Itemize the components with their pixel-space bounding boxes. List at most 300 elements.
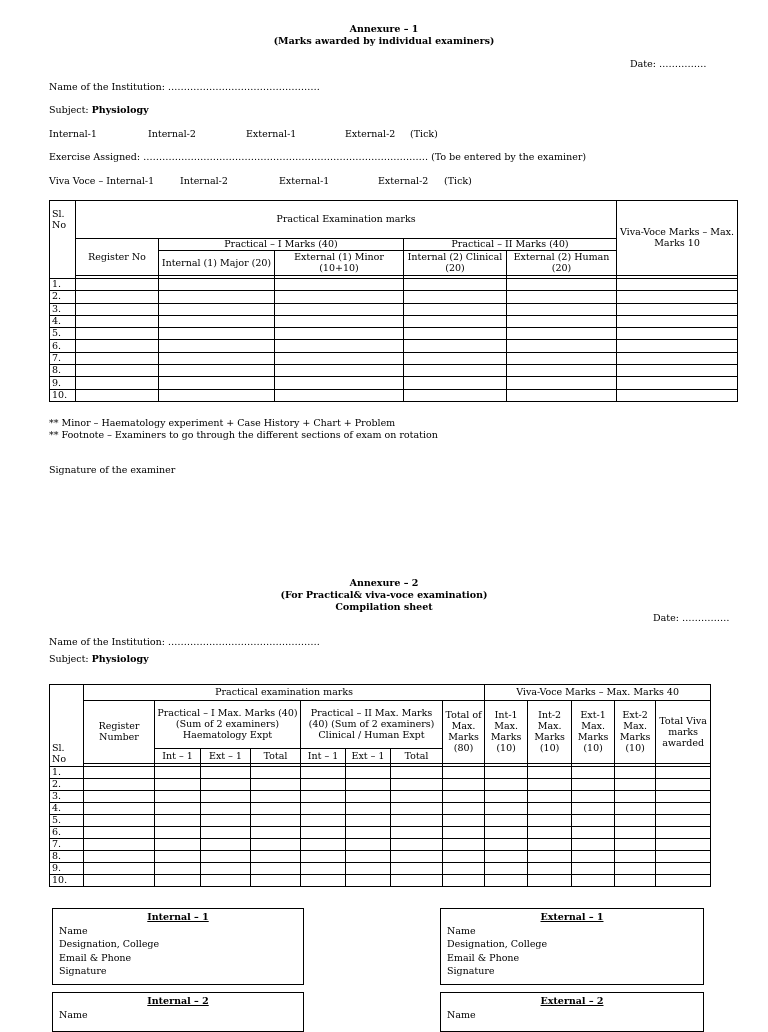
mark-cell[interactable] [507,365,617,377]
box-line-name: Name [447,1009,476,1021]
mark-cell[interactable] [507,340,617,352]
mark-cell[interactable] [301,863,346,875]
row-number: 9. [50,377,76,389]
mark-cell[interactable] [76,365,159,377]
mark-cell[interactable] [404,389,507,401]
mark-cell[interactable] [507,291,617,303]
table-row [50,352,738,364]
p1-ext1-header: Ext – 1 [201,749,251,764]
mark-cell[interactable] [84,839,155,851]
mark-cell[interactable] [301,779,346,791]
table-row [50,815,711,827]
mark-cell[interactable] [159,315,275,327]
row-number: 5. [50,328,76,340]
box-line-signature: Signature [447,966,495,977]
mark-cell[interactable] [404,315,507,327]
table-row [50,340,738,352]
mark-cell[interactable] [404,365,507,377]
subject-label: Subject: [49,105,89,116]
row-number: 2. [50,779,84,791]
box-line-email: Email & Phone [447,952,520,964]
mark-cell[interactable] [155,791,201,803]
mark-cell[interactable] [301,851,346,863]
mark-cell[interactable] [251,815,301,827]
viva-tick-note: (Tick) [444,176,472,187]
mark-cell[interactable] [251,875,301,887]
mark-cell[interactable] [275,303,404,315]
mark-cell[interactable] [528,767,572,779]
mark-cell[interactable] [404,340,507,352]
table-row [50,279,738,291]
table-row [50,851,711,863]
p2-ext1-header: Ext – 1 [346,749,391,764]
viva-option-4[interactable]: External-2 [378,176,429,187]
mark-cell[interactable] [615,803,656,815]
table-row [50,839,711,851]
mark-cell[interactable] [159,352,275,364]
exercise-assigned: Exercise Assigned: ……………………………………………………………………………… (To be entered by the examiner) [49,152,587,163]
annexure1-institution: Name of the Institution: ………………………………………… [49,82,320,93]
mark-cell[interactable] [84,767,155,779]
table-row [50,875,711,887]
mark-cell[interactable] [76,389,159,401]
mark-cell[interactable] [201,803,251,815]
annexure2-compilation: Compilation sheet [335,602,433,613]
internal-2-box [52,992,304,1032]
mark-cell[interactable] [443,851,485,863]
subject-label: Subject: [49,654,89,665]
mark-cell[interactable] [507,377,617,389]
mark-cell[interactable] [656,815,711,827]
box-title: Internal – 2 [147,996,209,1007]
mark-cell[interactable] [275,365,404,377]
mark-cell[interactable] [201,767,251,779]
mark-cell[interactable] [507,303,617,315]
mark-cell[interactable] [572,779,615,791]
examiner-option-1[interactable]: Internal-1 [49,129,97,140]
mark-cell[interactable] [617,340,738,352]
mark-cell[interactable] [275,389,404,401]
subject-value: Physiology [91,105,149,116]
mark-cell[interactable] [346,779,391,791]
annexure1-marks-table [49,200,738,402]
mark-cell[interactable] [617,352,738,364]
mark-cell[interactable] [159,328,275,340]
mark-cell[interactable] [528,815,572,827]
mark-cell[interactable] [507,389,617,401]
mark-cell[interactable] [615,779,656,791]
mark-cell[interactable] [76,340,159,352]
mark-cell[interactable] [346,875,391,887]
mark-cell[interactable] [275,291,404,303]
mark-cell[interactable] [617,389,738,401]
mark-cell[interactable] [528,779,572,791]
mark-cell[interactable] [572,851,615,863]
mark-cell[interactable] [404,377,507,389]
box-line-name: Name [59,925,88,937]
mark-cell[interactable] [76,315,159,327]
row-number: 7. [50,352,76,364]
viva-option-1[interactable]: Viva Voce – Internal-1 [49,176,155,187]
annexure2-title: Annexure – 2 [349,578,419,589]
row-number: 6. [50,340,76,352]
mark-cell[interactable] [251,803,301,815]
mark-cell[interactable] [391,827,443,839]
mark-cell[interactable] [275,279,404,291]
mark-cell[interactable] [201,779,251,791]
mark-cell[interactable] [507,328,617,340]
mark-cell[interactable] [275,315,404,327]
mark-cell[interactable] [84,791,155,803]
note-minor: ** Minor – Haematology experiment + Case History + Chart + Problem [49,418,396,429]
box-line-signature: Signature [59,966,107,977]
mark-cell[interactable] [155,779,201,791]
row-number: 2. [50,291,76,303]
viva-voce-header: Viva-Voce Marks – Max. Marks 40 [485,685,711,701]
mark-cell[interactable] [615,767,656,779]
mark-cell[interactable] [76,279,159,291]
mark-cell[interactable] [443,875,485,887]
table-row [50,315,738,327]
box-line-email: Email & Phone [59,952,132,964]
table-row [50,803,711,815]
mark-cell[interactable] [159,377,275,389]
practical-exam-header: Practical Examination marks [76,201,617,239]
mark-cell[interactable] [507,279,617,291]
mark-cell[interactable] [656,803,711,815]
practical-2-header: Practical – II Max. Marks (40) (Sum of 2 examiners) Clinical / Human Expt [301,701,443,749]
mark-cell[interactable] [346,815,391,827]
annexure2-date: Date: …………… [653,613,730,624]
mark-cell[interactable] [391,791,443,803]
mark-cell[interactable] [84,863,155,875]
box-line-designation: Designation, College [59,939,160,950]
mark-cell[interactable] [572,839,615,851]
mark-cell[interactable] [656,791,711,803]
mark-cell[interactable] [656,827,711,839]
mark-cell[interactable] [159,365,275,377]
box-title: External – 2 [540,996,604,1007]
mark-cell[interactable] [617,315,738,327]
mark-cell[interactable] [528,851,572,863]
box-title: External – 1 [540,912,604,923]
mark-cell[interactable] [391,839,443,851]
annexure1-title: Annexure – 1 [349,24,419,35]
viva-option-3[interactable]: External-1 [279,176,330,187]
internal-1-box [52,908,304,985]
mark-cell[interactable] [615,827,656,839]
mark-cell[interactable] [656,851,711,863]
row-number: 6. [50,827,84,839]
mark-cell[interactable] [251,863,301,875]
mark-cell[interactable] [443,839,485,851]
internal-1-header: Internal (1) Major (20) [159,251,275,276]
mark-cell[interactable] [301,827,346,839]
mark-cell[interactable] [301,875,346,887]
mark-cell[interactable] [201,839,251,851]
table-row [50,863,711,875]
mark-cell[interactable] [617,303,738,315]
practical-exam-header: Practical examination marks [84,685,485,701]
mark-cell[interactable] [528,839,572,851]
mark-cell[interactable] [528,863,572,875]
row-number: 8. [50,851,84,863]
row-number: 8. [50,365,76,377]
mark-cell[interactable] [485,791,528,803]
mark-cell[interactable] [201,791,251,803]
viva-int1-header: Int-1 Max. Marks (10) [485,701,528,764]
box-line-designation: Designation, College [447,939,548,950]
mark-cell[interactable] [615,863,656,875]
table-row [50,377,738,389]
mark-cell[interactable] [617,365,738,377]
mark-cell[interactable] [656,779,711,791]
mark-cell[interactable] [251,779,301,791]
examiner-option-3[interactable]: External-1 [246,129,297,140]
mark-cell[interactable] [617,377,738,389]
row-number: 4. [50,315,76,327]
table-row [50,328,738,340]
mark-cell[interactable] [251,767,301,779]
mark-cell[interactable] [251,791,301,803]
mark-cell[interactable] [201,827,251,839]
table-row [50,303,738,315]
mark-cell[interactable] [443,863,485,875]
mark-cell[interactable] [301,839,346,851]
viva-ext1-header: Ext-1 Max. Marks (10) [572,701,615,764]
mark-cell[interactable] [656,839,711,851]
mark-cell[interactable] [404,303,507,315]
mark-cell[interactable] [84,815,155,827]
mark-cell[interactable] [391,779,443,791]
mark-cell[interactable] [159,340,275,352]
mark-cell[interactable] [76,328,159,340]
mark-cell[interactable] [275,340,404,352]
mark-cell[interactable] [443,815,485,827]
mark-cell[interactable] [391,815,443,827]
mark-cell[interactable] [443,827,485,839]
mark-cell[interactable] [346,827,391,839]
mark-cell[interactable] [404,279,507,291]
mark-cell[interactable] [528,803,572,815]
examiner-option-4[interactable]: External-2 [345,129,396,140]
mark-cell[interactable] [485,779,528,791]
mark-cell[interactable] [617,279,738,291]
mark-cell[interactable] [346,839,391,851]
table-row [50,389,738,401]
mark-cell[interactable] [159,389,275,401]
mark-cell[interactable] [155,839,201,851]
mark-cell[interactable] [572,815,615,827]
mark-cell[interactable] [507,315,617,327]
mark-cell[interactable] [443,767,485,779]
examiner-signature: Signature of the examiner [49,465,176,476]
mark-cell[interactable] [76,303,159,315]
mark-cell[interactable] [301,815,346,827]
annexure2-compilation-table [49,684,711,887]
mark-cell[interactable] [485,875,528,887]
row-number: 1. [50,767,84,779]
p1-int1-header: Int – 1 [155,749,201,764]
mark-cell[interactable] [155,767,201,779]
mark-cell[interactable] [201,875,251,887]
mark-cell[interactable] [76,291,159,303]
mark-cell[interactable] [615,839,656,851]
box-title: Internal – 1 [147,912,209,923]
mark-cell[interactable] [155,827,201,839]
mark-cell[interactable] [572,803,615,815]
mark-cell[interactable] [443,791,485,803]
annexure2-subject [49,654,149,665]
mark-cell[interactable] [76,377,159,389]
mark-cell[interactable] [485,767,528,779]
mark-cell[interactable] [84,803,155,815]
mark-cell[interactable] [528,791,572,803]
mark-cell[interactable] [155,851,201,863]
viva-ext2-header: Ext-2 Max. Marks (10) [615,701,656,764]
table-row [50,791,711,803]
practical-2-header: Practical – II Marks (40) [404,239,617,251]
mark-cell[interactable] [155,815,201,827]
mark-cell[interactable] [615,815,656,827]
mark-cell[interactable] [391,863,443,875]
external-2-header: External (2) Human (20) [507,251,617,276]
row-number: 4. [50,803,84,815]
mark-cell[interactable] [572,791,615,803]
internal-2-header: Internal (2) Clinical (20) [404,251,507,276]
mark-cell[interactable] [155,875,201,887]
practical-1-header: Practical – I Max. Marks (40) (Sum of 2 examiners) Haematology Expt [155,701,301,749]
total-max-marks-header: Total of Max. Marks (80) [443,701,485,764]
mark-cell[interactable] [346,791,391,803]
external-1-header: External (1) Minor (10+10) [275,251,404,276]
mark-cell[interactable] [275,377,404,389]
mark-cell[interactable] [656,875,711,887]
mark-cell[interactable] [201,815,251,827]
mark-cell[interactable] [201,863,251,875]
sl-no-header: Sl. No [50,201,76,279]
mark-cell[interactable] [656,863,711,875]
mark-cell[interactable] [528,875,572,887]
table-row [50,779,711,791]
mark-cell[interactable] [301,767,346,779]
annexure2-institution: Name of the Institution: ………………………………………… [49,637,320,648]
table-row [50,767,711,779]
mark-cell[interactable] [485,839,528,851]
mark-cell[interactable] [485,815,528,827]
mark-cell[interactable] [391,851,443,863]
row-number: 5. [50,815,84,827]
mark-cell[interactable] [404,352,507,364]
external-2-box [440,992,704,1032]
mark-cell[interactable] [507,352,617,364]
mark-cell[interactable] [615,791,656,803]
register-no-header: Register No [76,239,159,276]
table-row [50,365,738,377]
mark-cell[interactable] [572,767,615,779]
viva-voce-header: Viva-Voce Marks – Max. Marks 10 [617,201,738,276]
mark-cell[interactable] [84,827,155,839]
mark-cell[interactable] [572,827,615,839]
row-number: 10. [50,389,76,401]
viva-total-header: Total Viva marks awarded [656,701,711,764]
sl-no-header: Sl. No [50,685,84,767]
row-number: 3. [50,303,76,315]
mark-cell[interactable] [391,767,443,779]
mark-cell[interactable] [84,875,155,887]
mark-cell[interactable] [615,851,656,863]
mark-cell[interactable] [159,303,275,315]
box-line-name: Name [447,925,476,937]
viva-option-2[interactable]: Internal-2 [180,176,228,187]
mark-cell[interactable] [155,803,201,815]
mark-cell[interactable] [391,803,443,815]
table-row [50,291,738,303]
annexure1-subject [49,105,149,116]
mark-cell[interactable] [301,791,346,803]
register-number-header: Register Number [84,701,155,764]
table-row [50,827,711,839]
mark-cell[interactable] [443,803,485,815]
mark-cell[interactable] [656,767,711,779]
mark-cell[interactable] [201,851,251,863]
mark-cell[interactable] [275,328,404,340]
annexure2-subtitle: (For Practical& viva-voce examination) [280,590,488,601]
mark-cell[interactable] [572,863,615,875]
mark-cell[interactable] [485,827,528,839]
mark-cell[interactable] [615,875,656,887]
mark-cell[interactable] [528,827,572,839]
mark-cell[interactable] [251,827,301,839]
row-number: 9. [50,863,84,875]
mark-cell[interactable] [301,803,346,815]
practical-1-header: Practical – I Marks (40) [159,239,404,251]
mark-cell[interactable] [485,851,528,863]
mark-cell[interactable] [346,863,391,875]
mark-cell[interactable] [617,328,738,340]
mark-cell[interactable] [485,803,528,815]
mark-cell[interactable] [275,352,404,364]
mark-cell[interactable] [485,863,528,875]
row-number: 3. [50,791,84,803]
mark-cell[interactable] [572,875,615,887]
mark-cell[interactable] [159,291,275,303]
mark-cell[interactable] [404,291,507,303]
external-1-box [440,908,704,985]
mark-cell[interactable] [159,279,275,291]
mark-cell[interactable] [617,291,738,303]
mark-cell[interactable] [76,352,159,364]
p2-int1-header: Int – 1 [301,749,346,764]
examiner-option-2[interactable]: Internal-2 [148,129,196,140]
viva-int2-header: Int-2 Max. Marks (10) [528,701,572,764]
mark-cell[interactable] [346,851,391,863]
mark-cell[interactable] [346,767,391,779]
note-footnote: ** Footnote – Examiners to go through the different sections of exam on rotation [49,430,438,441]
mark-cell[interactable] [84,779,155,791]
mark-cell[interactable] [391,875,443,887]
mark-cell[interactable] [346,803,391,815]
mark-cell[interactable] [251,851,301,863]
subject-value: Physiology [91,654,149,665]
mark-cell[interactable] [404,328,507,340]
row-number: 10. [50,875,84,887]
mark-cell[interactable] [155,863,201,875]
mark-cell[interactable] [443,779,485,791]
mark-cell[interactable] [84,851,155,863]
row-number: 1. [50,279,76,291]
mark-cell[interactable] [251,839,301,851]
